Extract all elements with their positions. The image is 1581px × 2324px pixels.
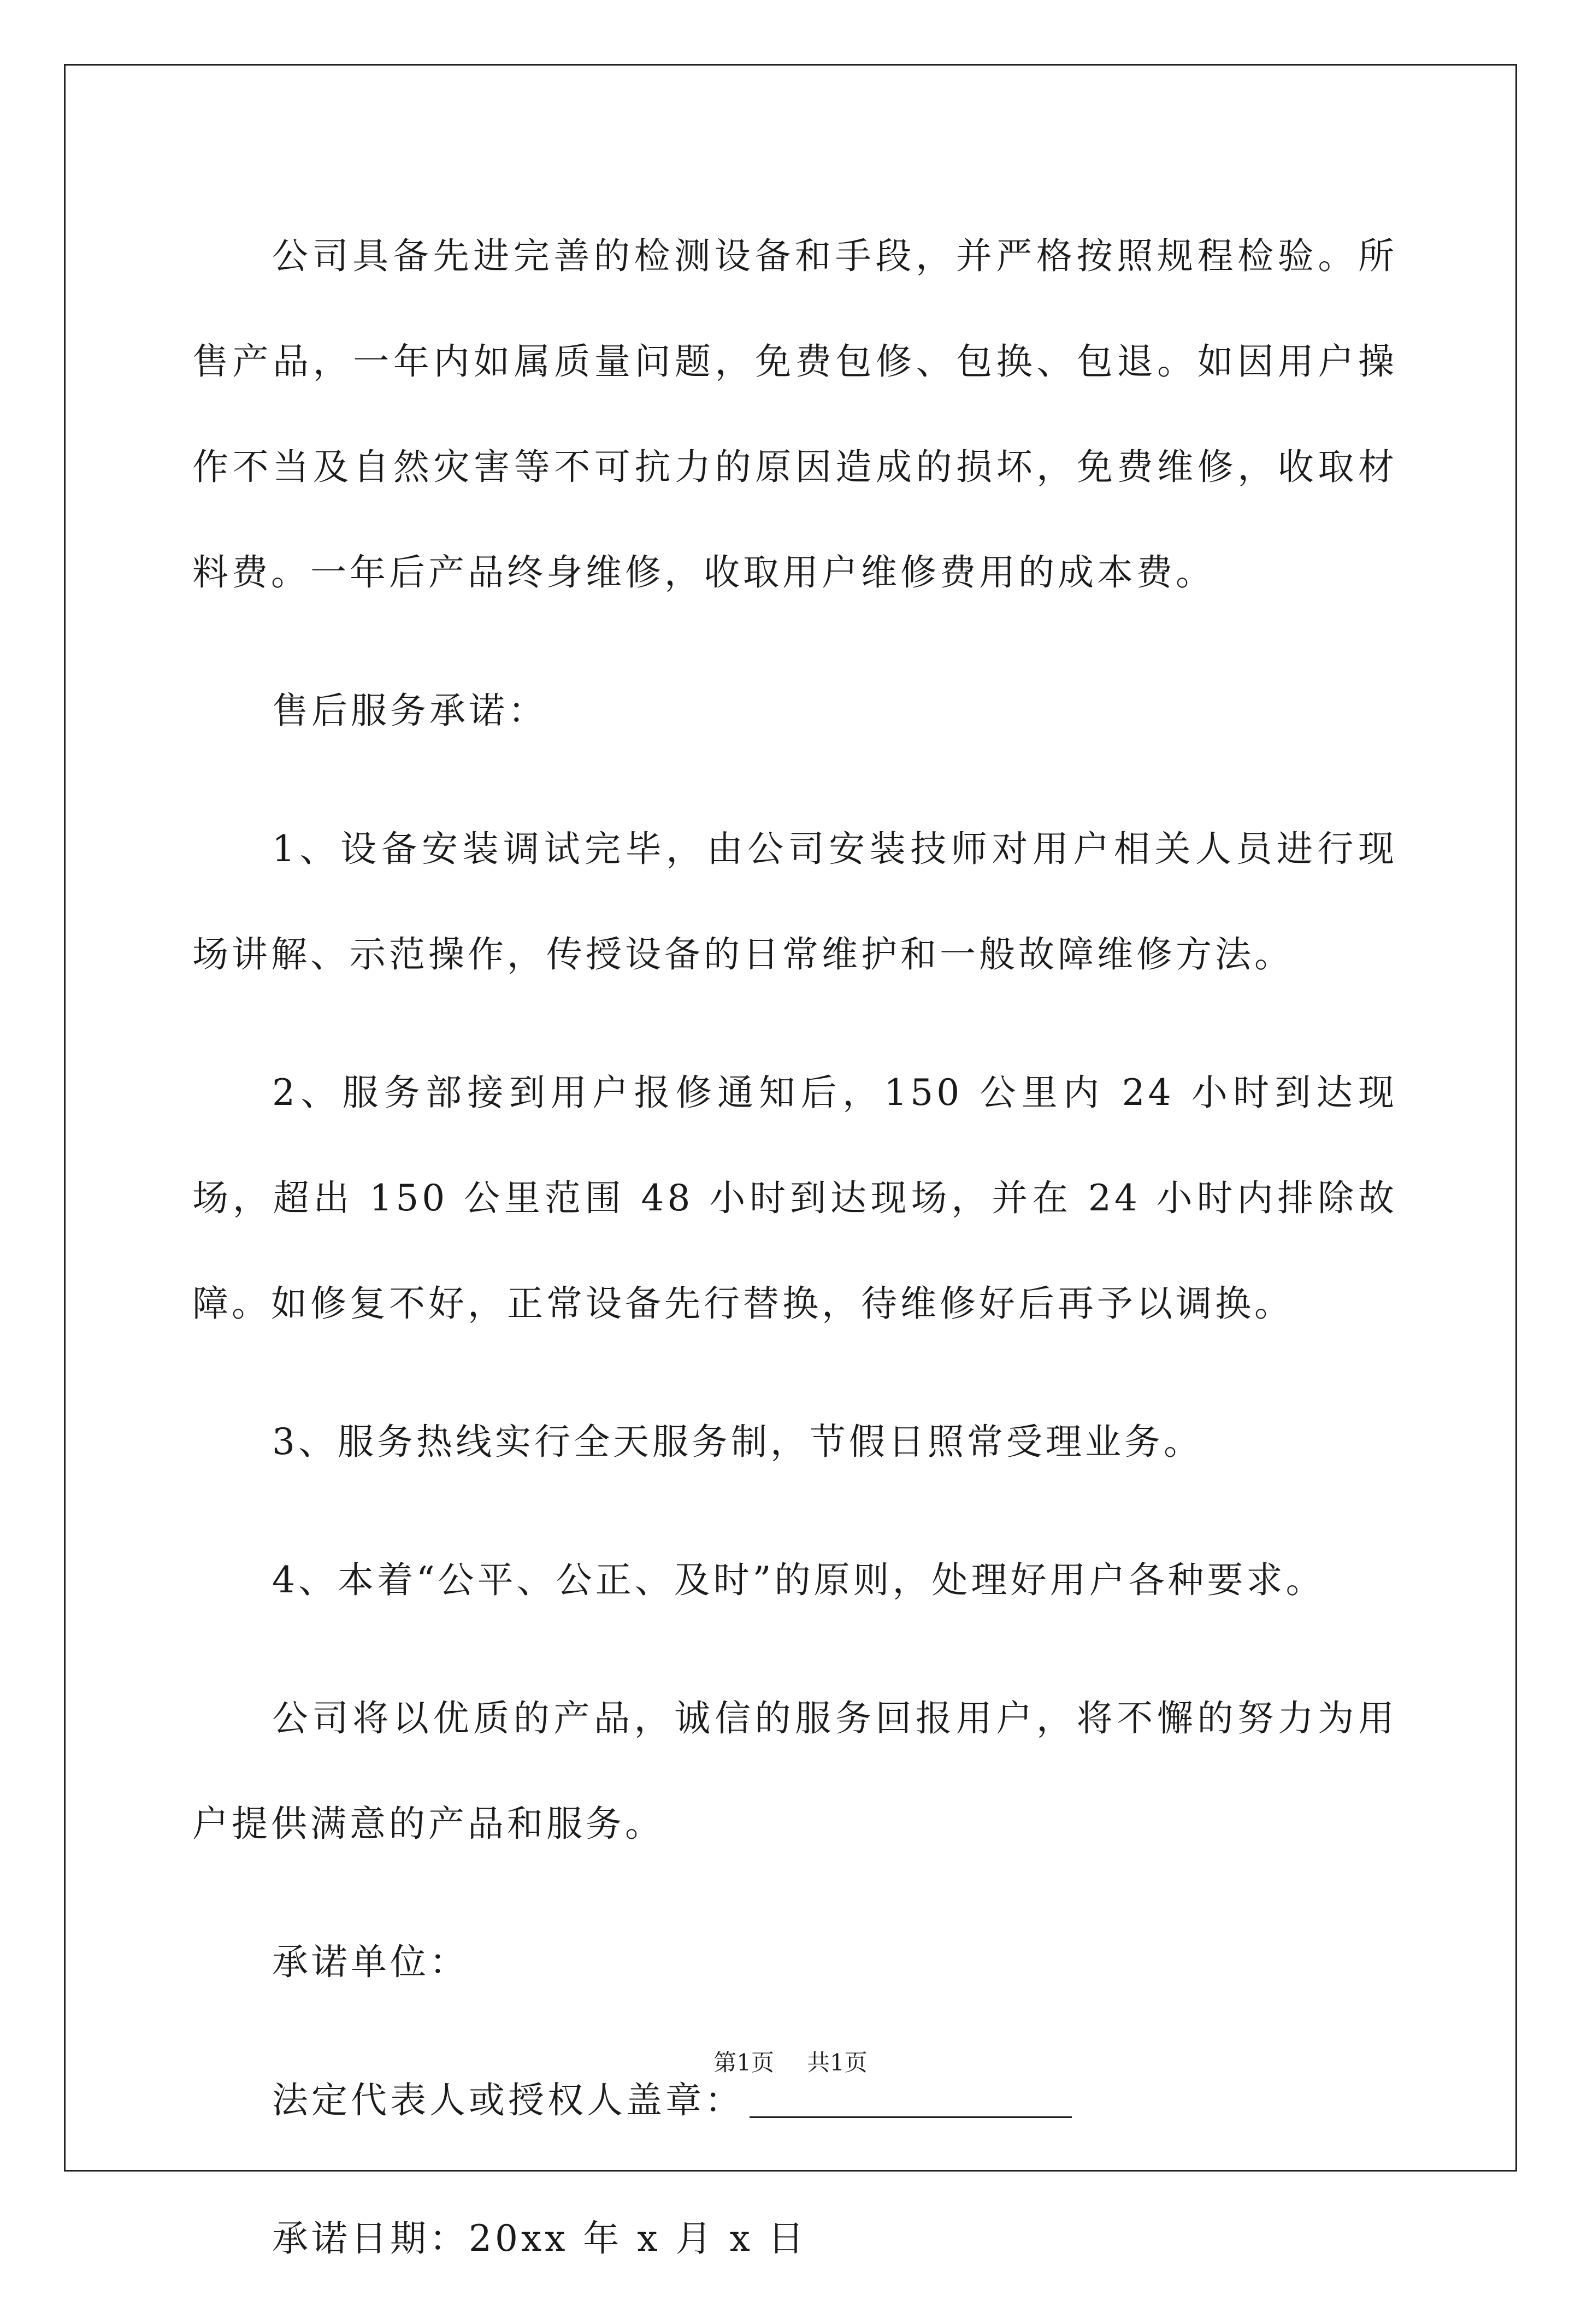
paragraph-quality-guarantee: 公司具备先进完善的检测设备和手段，并严格按照规程检验。所售产品，一年内如属质量问题，免费包修、包换、包退。如因用户操作不当及自然灾害等不可抗力的原因造成的损坏，免费维修，收取材料费。一年后产品终身维修，收取用户维修费用的成本费。 — [192, 235, 1397, 593]
document-body — [192, 203, 1397, 2324]
signature-blank — [750, 2116, 1072, 2118]
paragraph-commit-unit: 承诺单位： — [272, 1941, 469, 1983]
paragraph-item-4: 4、本着“公平、公正、及时”的原则，处理好用户各种要求。 — [272, 1559, 1325, 1601]
paragraph-item-2: 2、服务部接到用户报修通知后，150 公里内 24 小时到达现场，超出 150 公里范围 48 小时到达现场，并在 24 小时内排除故障。如修复不好，正常设备先行替换，待维修好后再予以调换。 — [192, 1072, 1397, 1325]
page-current: 第1页 — [713, 2049, 774, 2076]
paragraph-item-3: 3、服务热线实行全天服务制，节假日照常受理业务。 — [272, 1421, 1203, 1463]
page-footer — [0, 2045, 1581, 2078]
signature-label: 法定代表人或授权人盖章： — [272, 2079, 744, 2121]
paragraph-closing: 公司将以优质的产品，诚信的服务回报用户，将不懈的努力为用户提供满意的产品和服务。 — [192, 1697, 1397, 1845]
page-total: 共1页 — [807, 2049, 868, 2076]
paragraph-item-1: 1、设备安装调试完毕，由公司安装技师对用户相关人员进行现场讲解、示范操作，传授设备的日常维护和一般故障维修方法。 — [192, 828, 1397, 975]
paragraph-service-heading: 售后服务承诺： — [272, 690, 547, 732]
date-line: 承诺日期：20xx 年 x 月 x 日 — [272, 2217, 807, 2260]
